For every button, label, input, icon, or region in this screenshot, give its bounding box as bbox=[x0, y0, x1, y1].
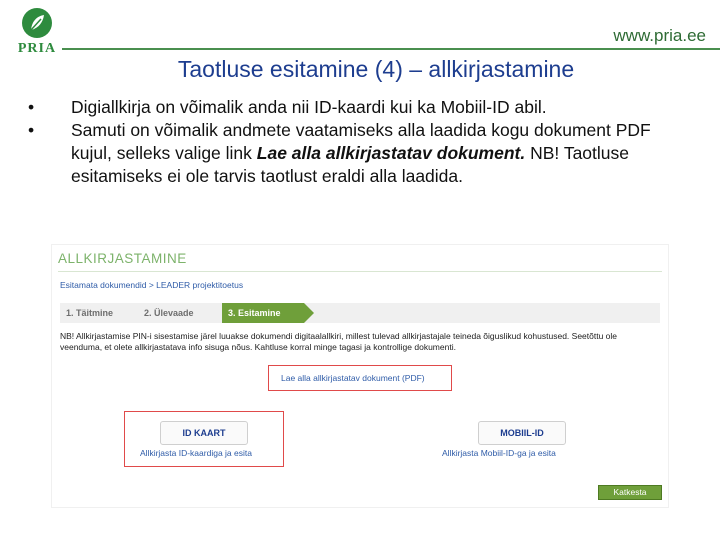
bullet-list bbox=[28, 96, 688, 188]
mobile-id-caption[interactable]: Allkirjasta Mobiil-ID-ga ja esita bbox=[442, 448, 556, 458]
download-pdf-link[interactable]: Lae alla allkirjastatav dokument (PDF) bbox=[281, 373, 425, 383]
step-fill[interactable]: 1. Täitmine bbox=[66, 308, 114, 318]
slide-title: Taotluse esitamine (4) – allkirjastamine bbox=[177, 56, 575, 82]
signing-notice: NB! Allkirjastamise PIN-i sisestamise järel luuakse dokumendi digitaalallkiri, millest tulevad allkirjastajale teineda õiguslikud kohustused. Seetõttu ole veenduma, et olete allkirjastatava info sisuga nõus. Kahtluse korral minge tagasi ja kontrollige dokumenti. bbox=[60, 331, 618, 352]
logo-text: PRIA bbox=[17, 41, 57, 56]
embedded-screenshot bbox=[52, 245, 668, 507]
mobile-id-button[interactable]: MOBIIL-ID bbox=[478, 421, 566, 445]
step-submit[interactable]: 3. Esitamine bbox=[222, 303, 304, 323]
bullet-text: Samuti on võimalik andmete vaatamiseks alla laadida kogu dokument PDF kujul, selleks valige link bbox=[71, 120, 651, 163]
id-card-button[interactable]: ID KAART bbox=[160, 421, 248, 445]
id-card-caption[interactable]: Allkirjasta ID-kaardiga ja esita bbox=[140, 448, 252, 458]
leaf-icon bbox=[22, 8, 52, 38]
site-url: www.pria.ee bbox=[613, 26, 706, 45]
bullet-item bbox=[28, 119, 688, 188]
breadcrumb[interactable]: Esitamata dokumendid > LEADER projektitoetus bbox=[60, 280, 244, 290]
cancel-button[interactable]: Katkesta bbox=[598, 485, 662, 500]
link-name-emphasis: Lae alla allkirjastatav dokument. bbox=[256, 143, 526, 163]
signing-heading: ALLKIRJASTAMINE bbox=[58, 251, 187, 266]
bullet-text-after: NB! Taotluse esitamiseks ei ole tarvis taotlust eraldi alla laadida. bbox=[71, 143, 629, 186]
bullet-dot: • bbox=[28, 97, 35, 117]
heading-rule bbox=[58, 271, 662, 272]
step-overview[interactable]: 2. Ülevaade bbox=[144, 308, 194, 318]
bullet-dot: • bbox=[28, 120, 35, 140]
bullet-text: Digiallkirja on võimalik anda nii ID-kaardi kui ka Mobiil-ID abil. bbox=[71, 97, 547, 117]
bullet-item bbox=[28, 96, 688, 119]
progress-steps bbox=[60, 303, 660, 323]
pdf-highlight bbox=[268, 365, 452, 391]
header-rule bbox=[62, 48, 720, 50]
